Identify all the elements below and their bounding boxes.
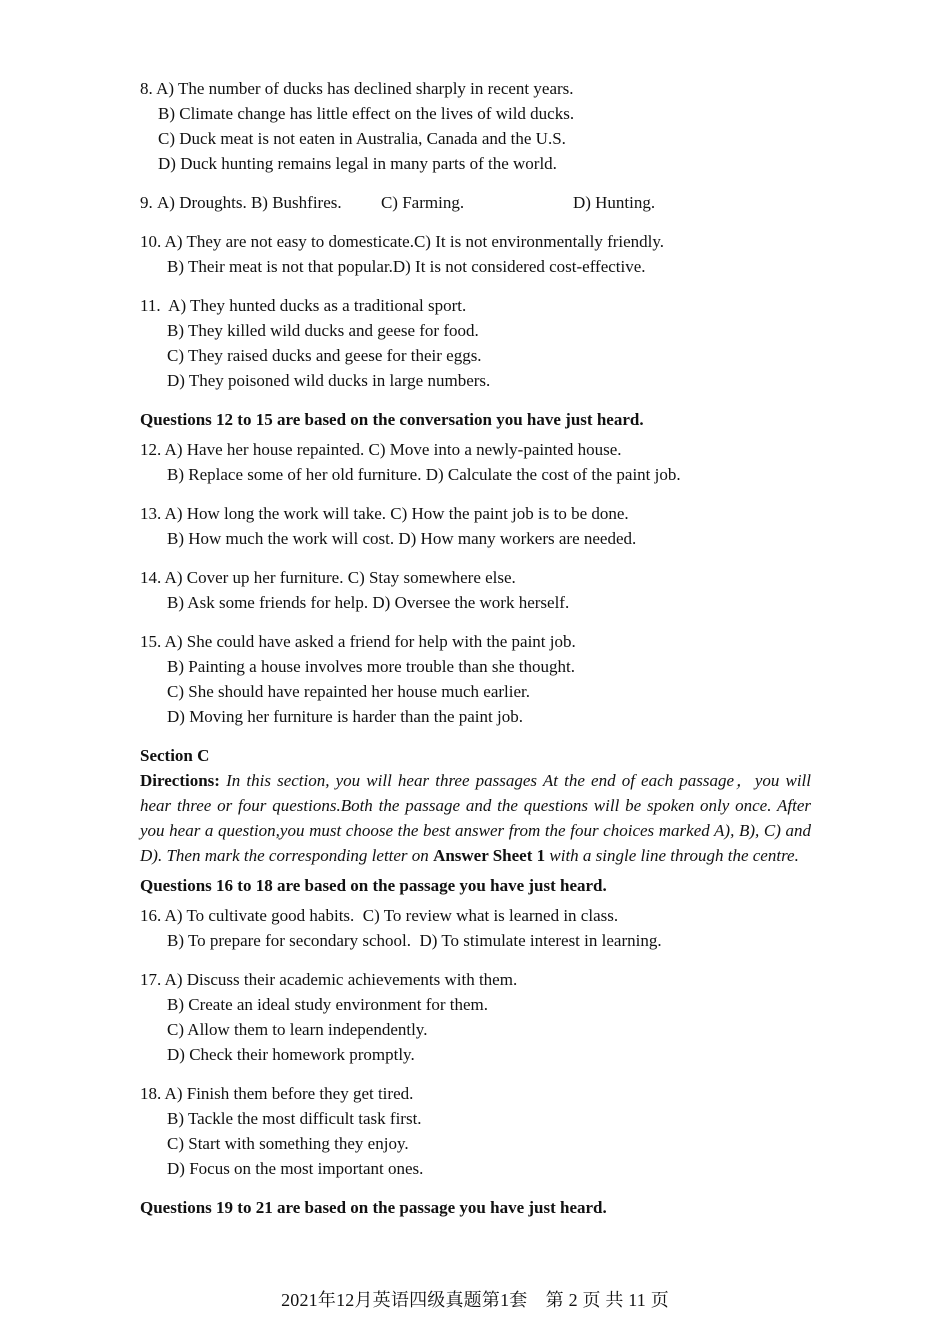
- question-12: [140, 437, 811, 487]
- option-c: C) They raised ducks and geese for their eggs.: [167, 346, 482, 365]
- option-c: C) Allow them to learn independently.: [167, 1020, 428, 1039]
- question-line-1: 12. A) Have her house repainted. C) Move into a newly-painted house.: [140, 440, 622, 459]
- questions-16-18-heading: Questions 16 to 18 are based on the passage you have just heard.: [140, 876, 607, 895]
- question-14: [140, 565, 811, 615]
- option-c: C) Duck meat is not eaten in Australia, Canada and the U.S.: [158, 129, 566, 148]
- option-d: D) Duck hunting remains legal in many parts of the world.: [158, 154, 557, 173]
- question-line-2: B) Replace some of her old furniture. D) Calculate the cost of the paint job.: [167, 465, 681, 484]
- question-13: [140, 501, 811, 551]
- question-16: [140, 903, 811, 953]
- question-line-2: B) Their meat is not that popular.D) It is not considered cost-effective.: [167, 257, 646, 276]
- answer-sheet-label: Answer Sheet 1: [433, 846, 546, 865]
- option-d: D) Moving her furniture is harder than the paint job.: [167, 707, 523, 726]
- option-b: B) Create an ideal study environment for them.: [167, 995, 489, 1014]
- option-d: D) Hunting.: [572, 193, 656, 212]
- option-a: 15. A) She could have asked a friend for help with the paint job.: [140, 632, 576, 651]
- option-a: 11. A) They hunted ducks as a traditional sport.: [140, 296, 467, 315]
- option-b: B) They killed wild ducks and geese for food.: [167, 321, 479, 340]
- question-17: [140, 967, 811, 1067]
- question-number: 8.: [140, 79, 153, 98]
- question-line-2: B) To prepare for secondary school. D) To stimulate interest in learning.: [167, 931, 662, 950]
- question-10: [140, 229, 811, 279]
- option-c: C) Farming.: [380, 193, 465, 212]
- option-b: B) Painting a house involves more trouble than she thought.: [167, 657, 575, 676]
- option-c: C) Start with something they enjoy.: [167, 1134, 409, 1153]
- option-b: B) Tackle the most difficult task first.: [167, 1109, 422, 1128]
- question-11: [140, 293, 811, 393]
- questions-19-21-heading: Questions 19 to 21 are based on the passage you have just heard.: [140, 1198, 607, 1217]
- question-9: [140, 190, 811, 215]
- question-line-1: 10. A) They are not easy to domesticate.C) It is not environmentally friendly.: [140, 232, 665, 251]
- question-line-1: 13. A) How long the work will take. C) How the paint job is to be done.: [140, 504, 629, 523]
- directions-text: In this section, you will hear three passages At the end of each passage，you will hear three or four questions.Both the passage and the questions will be spoken only once. After you hear a question,you must choose the best answer from the four choices marked A), B), C) and D). Then mark the corresponding letter on: [140, 771, 812, 865]
- option-b: B) Climate change has little effect on the lives of wild ducks.: [158, 104, 575, 123]
- question-8: [140, 76, 811, 176]
- question-line-2: B) How much the work will cost. D) How many workers are needed.: [167, 529, 637, 548]
- option-a: A) The number of ducks has declined sharply in recent years.: [156, 79, 574, 98]
- question-18: [140, 1081, 811, 1181]
- section-c-directions: [140, 768, 811, 868]
- question-line-1: 16. A) To cultivate good habits. C) To review what is learned in class.: [140, 906, 619, 925]
- option-a: 18. A) Finish them before they get tired.: [140, 1084, 414, 1103]
- option-a: A) Droughts.: [157, 193, 247, 212]
- directions-text-end: with a single line through the centre.: [549, 846, 799, 865]
- option-d: D) They poisoned wild ducks in large numbers.: [167, 371, 491, 390]
- section-c-title: Section C: [140, 746, 210, 765]
- page-footer: 2021年12月英语四级真题第1套 第 2 页 共 11 页: [281, 1290, 669, 1310]
- option-d: D) Focus on the most important ones.: [167, 1159, 424, 1178]
- option-a: 17. A) Discuss their academic achievements with them.: [140, 970, 518, 989]
- questions-12-15-heading: Questions 12 to 15 are based on the conversation you have just heard.: [140, 410, 644, 429]
- exam-page: [140, 76, 811, 1220]
- option-b: B) Bushfires.: [250, 193, 342, 212]
- question-line-1: 14. A) Cover up her furniture. C) Stay somewhere else.: [140, 568, 516, 587]
- question-15: [140, 629, 811, 729]
- option-d: D) Check their homework promptly.: [167, 1045, 415, 1064]
- question-line-2: B) Ask some friends for help. D) Oversee the work herself.: [167, 593, 570, 612]
- question-number: 9.: [140, 193, 153, 212]
- directions-label: Directions:: [140, 771, 220, 790]
- option-c: C) She should have repainted her house much earlier.: [167, 682, 531, 701]
